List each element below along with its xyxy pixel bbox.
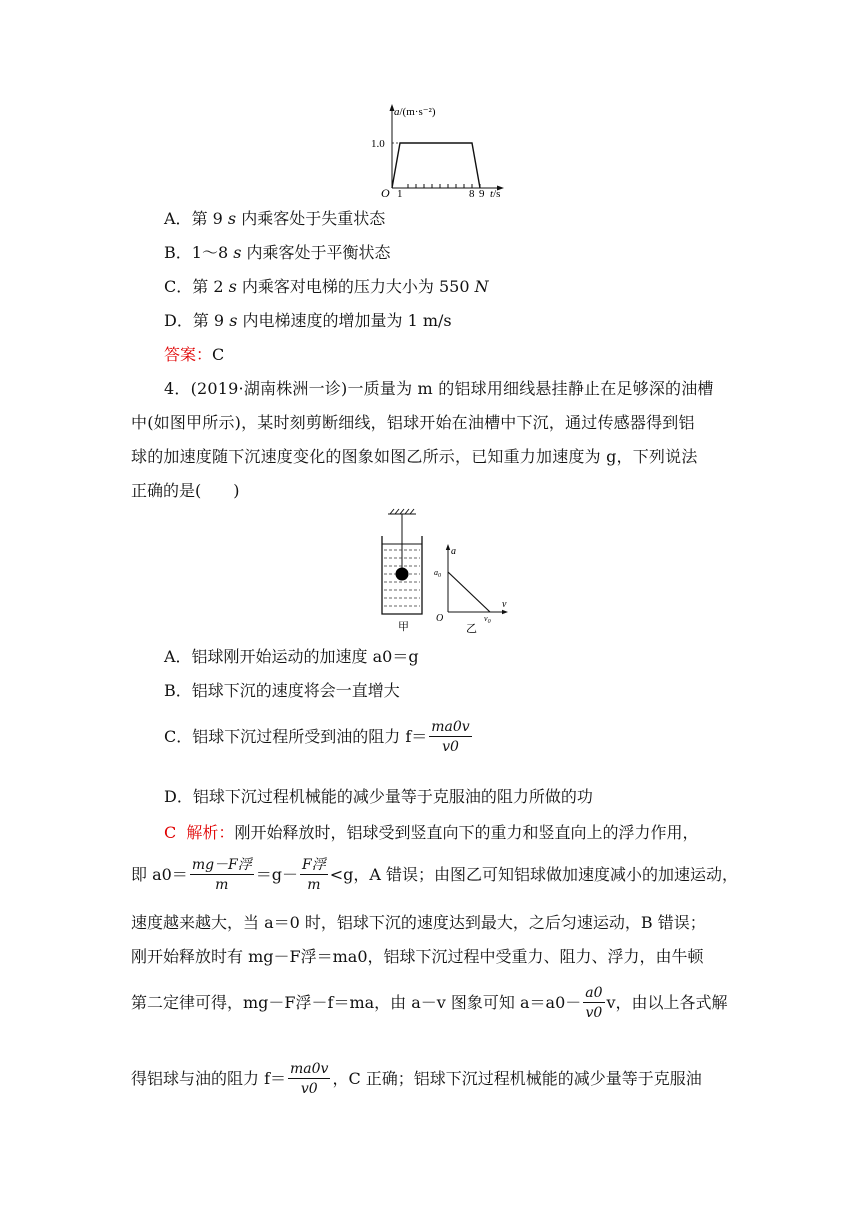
solution-line-4: 刚开始释放时有 mg－F浮＝ma0，铝球下沉过程中受重力、阻力、浮力，由牛顿 [131, 947, 704, 966]
q4-option-d: D．铝球下沉过程机械能的减少量等于克服油的阻力所做的功 [164, 787, 593, 806]
answer-label: 答案： [164, 345, 213, 364]
a-v-line [448, 572, 490, 612]
q3-option-b: B．1～8 s 内乘客处于平衡状态 [164, 243, 391, 262]
label-yi: 乙 [466, 623, 477, 635]
q4-stem-line-1: 4．(2019·湖南株洲一诊)一质量为 m 的铝球用细线悬挂静止在足够深的油槽 [164, 379, 714, 398]
q3-option-c: C．第 2 s 内乘客对电梯的压力大小为 550 N [164, 277, 489, 296]
q3-option-d: D．第 9 s 内电梯速度的增加量为 1 m/s [164, 311, 452, 330]
solution-line-1: C 解析：刚开始释放时，铝球受到竖直向下的重力和竖直向上的浮力作用， [164, 823, 699, 842]
solution-answer: C [164, 823, 177, 842]
q4-option-b: B．铝球下沉的速度将会一直增大 [164, 681, 400, 700]
solution-line-3: 速度越来越大，当 a＝0 时，铝球下沉的速度达到最大，之后匀速运动，B 错误； [131, 913, 706, 932]
solution-line-5: 第二定律可得，mg－F浮－f＝ma，由 a－v 图象可知 a＝a0－ $\frac{a0}{v0}$ v，由以上各式解 [131, 985, 728, 1021]
fraction: $\frac{ma0v}{v0}$ [431, 719, 470, 755]
x-tick-1: 1 [397, 188, 403, 200]
answer-value: C [212, 345, 225, 364]
solution-label: 解析： [186, 823, 235, 842]
aluminum-ball [396, 568, 409, 581]
q3-option-a: A．第 9 s 内乘客处于失重状态 [164, 209, 386, 228]
label-jia: 甲 [398, 621, 409, 633]
solution-line-6: 得铝球与油的阻力 f＝ $\frac{ma0v}{v0}$ ，C 正确；铝球下沉过程机械能的减少量等于克服油 [131, 1061, 702, 1097]
y-axis-label: a/(m·s⁻²) [394, 106, 436, 118]
a0-label: $a_0$ [434, 568, 441, 579]
oil-tank-figure [370, 508, 510, 640]
x-tick-9: 9 [479, 188, 485, 200]
x-axis-label: t/s [490, 188, 501, 200]
acceleration-time-graph [360, 100, 510, 200]
q4-option-c: C．铝球下沉过程所受到油的阻力 f＝ $\frac{ma0v}{v0}$ [164, 719, 470, 755]
q3-answer [164, 344, 224, 366]
q4-stem-line-3: 球的加速度随下沉速度变化的图象如图乙所示，已知重力加速度为 g，下列说法 [131, 447, 698, 466]
x-tick-8: 8 [469, 188, 475, 200]
v0-label: $v_0$ [484, 614, 491, 625]
q4-stem-line-2: 中(如图甲所示)，某时刻剪断细线，铝球开始在油槽中下沉，通过传感器得到铝 [131, 413, 695, 432]
a-axis-label: a [451, 546, 456, 557]
y-tick-label: 1.0 [371, 138, 385, 150]
origin-o: O [436, 613, 444, 624]
q4-stem-line-4: 正确的是( ) [131, 481, 240, 500]
v-axis-label: v [502, 599, 507, 610]
q4-option-a: A．铝球刚开始运动的加速度 a0＝g [164, 647, 419, 666]
graph-line [392, 143, 480, 188]
origin-label: O [381, 186, 390, 200]
solution-line-2: 即 a0＝ $\frac{\text{mg－F浮}}{m}$ ＝g－ $\frac{\text{F浮}}{m}$ <g，A 错误；由图乙可知铝球做加速度减小的加速运动， [131, 857, 739, 893]
